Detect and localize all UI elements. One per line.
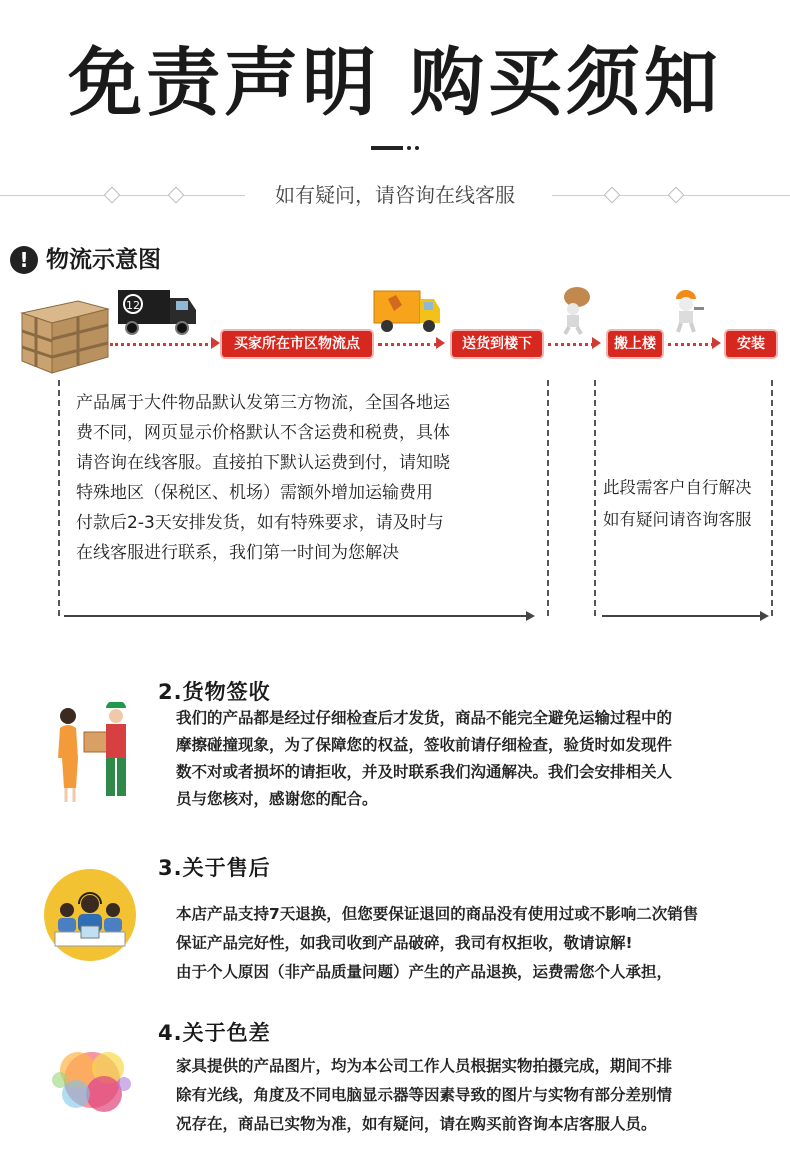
color-difference-body <box>176 1052 672 1139</box>
wooden-crate-icon <box>18 295 110 377</box>
receipt-line: 摩擦碰撞现象，为了保障您的权益，签收前请仔细检查，验货时如发现件 <box>176 736 673 754</box>
bracket-right <box>771 380 773 616</box>
section-title-after-sales: 3.关于售后 <box>158 856 271 880</box>
receipt-line: 我们的产品都是经过仔细检查后才发货，商品不能完全避免运输过程中的 <box>176 709 673 727</box>
arrow-right-icon <box>526 611 535 621</box>
shipping-notice-line: 产品属于大件物品默认发第三方物流，全国各地运 <box>76 393 450 413</box>
receipt-body <box>176 705 672 813</box>
porter-icon <box>553 285 599 335</box>
after-sales-line: 本店产品支持7天退换，但您要保证退回的商品没有使用过或不影响二次销售 <box>176 905 699 923</box>
color-splash-icon <box>40 1030 140 1126</box>
step-badge-install: 安装 <box>726 331 776 357</box>
title-divider-dot <box>415 146 419 150</box>
shipping-notice <box>76 388 450 568</box>
customer-service-icon <box>43 868 137 962</box>
truck-label: 12 <box>126 299 140 312</box>
installer-icon <box>666 287 706 333</box>
bracket-mid-left <box>547 380 549 616</box>
bracket-bottom-left <box>64 615 526 617</box>
title-divider <box>371 146 403 150</box>
receipt-line: 员与您核对，感谢您的配合。 <box>176 790 378 808</box>
flow-arrow-icon <box>592 337 601 349</box>
shipping-notice-line: 费不同，网页显示价格默认不含运费和税费，具体 <box>76 423 450 443</box>
bracket-mid-right <box>594 380 596 616</box>
delivery-truck-icon <box>372 287 442 335</box>
arrow-right-icon <box>760 611 769 621</box>
section-title-color-difference: 4.关于色差 <box>158 1021 271 1045</box>
shipping-notice-line: 在线客服进行联系，我们第一时间为您解决 <box>76 543 399 563</box>
title-divider-dot <box>407 146 411 150</box>
color-difference-line: 除有光线，角度及不同电脑显示器等因素导致的图片与实物有部分差别情 <box>176 1086 673 1104</box>
logistics-section-title: 物流示意图 <box>46 247 161 273</box>
exclamation-icon: ! <box>10 246 38 274</box>
shipping-notice-line: 付款后2-3天安排发货，如有特殊要求，请及时与 <box>76 513 444 533</box>
flow-arrow-icon <box>211 337 220 349</box>
flow-arrow-icon <box>436 337 445 349</box>
section-title-receipt: 2.货物签收 <box>158 680 271 704</box>
flow-connector <box>110 343 214 346</box>
step-badge-local-logistics: 买家所在市区物流点 <box>222 331 372 357</box>
flow-arrow-icon <box>712 337 721 349</box>
shipping-notice-line: 特殊地区（保税区、机场）需额外增加运输费用 <box>76 483 433 503</box>
step-badge-deliver-downstairs: 送货到楼下 <box>452 331 542 357</box>
subtitle: 如有疑问，请咨询在线客服 <box>275 183 515 207</box>
flow-connector <box>668 343 714 346</box>
black-truck-icon <box>116 286 198 338</box>
color-difference-line: 况存在，商品已实物为准，如有疑问，请在购买前咨询本店客服人员。 <box>176 1115 657 1133</box>
color-difference-line: 家具提供的产品图片，均为本公司工作人员根据实物拍摄完成，期间不排 <box>176 1057 673 1075</box>
self-handled-line: 此段需客户自行解决 <box>603 478 752 497</box>
page-title: 免责声明 购买须知 <box>68 40 722 126</box>
after-sales-line: 保证产品完好性，如我司收到产品破碎，我司有权拒收，敬请谅解! <box>176 934 633 952</box>
after-sales-line: 由于个人原因（非产品质量问题）产生的产品退换，运费需您个人承担， <box>176 963 673 981</box>
after-sales-body <box>176 900 698 987</box>
step-badge-carry-upstairs: 搬上楼 <box>608 331 662 357</box>
self-handled-line: 如有疑问请咨询客服 <box>603 510 752 529</box>
shipping-notice-line: 请咨询在线客服。直接拍下默认运费到付，请知晓 <box>76 453 450 473</box>
package-handover-icon <box>54 702 138 808</box>
flow-connector <box>378 343 438 346</box>
bracket-bottom-right <box>602 615 760 617</box>
receipt-line: 数不对或者损坏的请拒收，并及时联系我们沟通解决。我们会安排相关人 <box>176 763 673 781</box>
self-handled-notice <box>603 472 752 536</box>
flow-connector <box>548 343 594 346</box>
bracket-left <box>58 380 60 616</box>
